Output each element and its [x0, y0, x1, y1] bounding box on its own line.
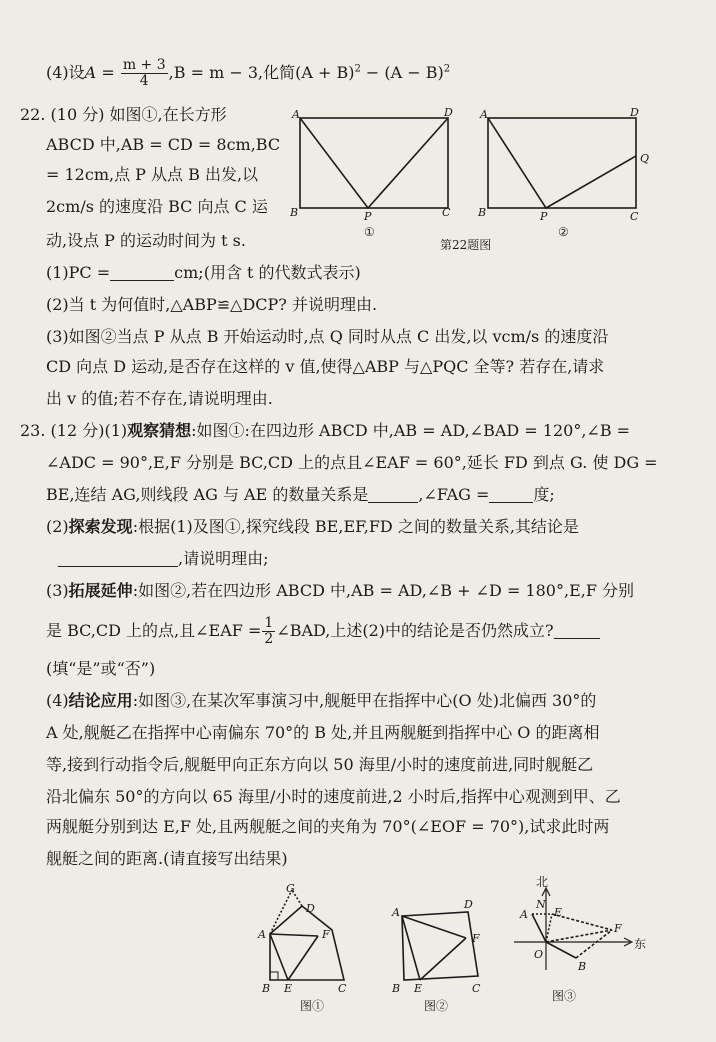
q23-line10: A 处,舰艇乙在指挥中心南偏东 70°的 B 处,并且两舰艇到指挥中心 O 的距离相: [46, 723, 600, 742]
label-p: P: [540, 210, 548, 223]
q21-part4: (4)设A = $\frac{m + 3}{4}$ ,B = m − 3,化简$(A + B)^2 - (A - B)^2$: [46, 57, 451, 89]
q23-line9: (4)结论应用:如图③,在某次军事演习中,舰艇甲在指挥中心(O 处)北偏西 30°的: [46, 691, 597, 710]
q22-part3-line3: 出 v 的值;若不存在,请说明理由.: [46, 389, 273, 408]
q22-line2: ABCD 中,AB = CD = 8cm,BC: [46, 135, 281, 154]
label-b: B: [578, 960, 587, 973]
figure-caption: 图③: [552, 989, 577, 1003]
label-d: D: [306, 902, 315, 915]
figure-number: ①: [364, 225, 375, 239]
q22-line1: 22. (10 分) 如图①,在长方形: [20, 105, 227, 124]
label-o: O: [534, 948, 544, 961]
quadrilateral-abcd: [402, 912, 478, 980]
label-a: A: [480, 108, 488, 121]
q22-part3-line1: (3)如图②当点 P 从点 B 开始运动时,点 Q 同时从点 C 出发,以 vcm/s 的速度沿: [46, 327, 609, 346]
q23-line1: 23. (12 分)(1)观察猜想:如图①:在四边形 ABCD 中,AB = AD,∠BAD = 120°,∠B =: [20, 421, 631, 440]
answer-blank[interactable]: [489, 486, 533, 503]
fraction: $\frac{m + 3}{4}$: [122, 57, 166, 89]
label-g: G: [286, 882, 295, 895]
label-north: 北: [536, 875, 549, 889]
segment-ae: [402, 916, 420, 980]
label-p: P: [364, 210, 372, 223]
q22-part1: (1)PC = cm;(用含 t 的代数式表示): [46, 263, 361, 282]
q23-line13: 两舰艇分别到达 E,F 处,且两舰艇之间的夹角为 70°(∠EOF = 70°),试求此时两: [46, 817, 610, 836]
label-f: F: [322, 928, 330, 941]
figure-23-1: [252, 880, 362, 1020]
right-angle-mark: [270, 972, 278, 980]
segment-oa: [532, 914, 546, 942]
q23-line2: ∠ADC = 90°,E,F 分别是 BC,CD 上的点且∠EAF = 60°,延长 FD 到点 G. 使 DG =: [46, 453, 658, 472]
label-d: D: [444, 106, 453, 119]
segment-ae: [270, 934, 288, 980]
label-e: E: [284, 982, 293, 995]
quadrilateral-abcd: [270, 906, 344, 980]
label-b: B: [290, 206, 299, 219]
label-e: E: [414, 982, 423, 995]
q22-part2: (2)当 t 为何值时,△ABP≌△DCP? 并说明理由.: [46, 295, 378, 314]
segment-ef: [420, 938, 466, 980]
answer-blank[interactable]: [368, 486, 418, 503]
figure-caption: 图②: [424, 999, 449, 1013]
fraction-half: $\frac{1}{2}$: [264, 615, 274, 647]
q23-line14: 舰艇之间的距离.(请直接写出结果): [46, 849, 288, 868]
answer-blank[interactable]: [110, 264, 174, 281]
segment-oe: [546, 914, 552, 942]
rectangle-abcd: [300, 118, 448, 208]
segment-of: [546, 930, 612, 942]
q23-line3: BE,连结 AG,则线段 AG 与 AE 的数量关系是 ,∠FAG = 度;: [46, 485, 555, 504]
q22-part3-line2: CD 向点 D 运动,是否存在这样的 v 值,使得△ABP 与△PQC 全等? 若存在,请求: [46, 357, 605, 376]
q23-line12: 沿北偏东 50°的方向以 65 海里/小时的速度前进,2 小时后,指挥中心观测到甲、乙: [46, 787, 621, 806]
label-e: E: [554, 906, 563, 919]
label-f: F: [614, 922, 622, 935]
segment-bf: [576, 930, 612, 958]
answer-blank[interactable]: [58, 550, 178, 567]
label-c: C: [472, 982, 481, 995]
q23-line5: ,请说明理由;: [58, 548, 268, 570]
label-n: N: [536, 898, 546, 911]
label-c: C: [630, 210, 639, 223]
rectangle-abcd: [488, 118, 636, 208]
label-d: D: [464, 898, 473, 911]
label-f: F: [472, 932, 480, 945]
segment-ag: [270, 890, 292, 934]
label-a: A: [520, 908, 528, 921]
segment-ef: [288, 936, 318, 980]
label-a: A: [258, 928, 266, 941]
figure-23-2: [384, 880, 494, 1020]
figure-23-3: [506, 870, 656, 1020]
q22-figure-caption: 第22题图: [440, 238, 492, 252]
label-c: C: [442, 206, 451, 219]
label-a: A: [392, 906, 400, 919]
figure-caption: 图①: [300, 999, 325, 1013]
figure-22-1: [286, 104, 466, 244]
q23-line8: (填“是”或“否”): [46, 659, 156, 678]
segment-af: [270, 934, 318, 936]
figure-number: ②: [558, 225, 569, 239]
q22-line5: 动,设点 P 的运动时间为 t s.: [46, 231, 246, 250]
label-b: B: [478, 206, 487, 219]
q22-line3: = 12cm,点 P 从点 B 出发,以: [46, 165, 259, 184]
q23-line11: 等,接到行动指令后,舰艇甲向正东方向以 50 海里/小时的速度前进,同时舰艇乙: [46, 755, 594, 774]
q22-line4: 2cm/s 的速度沿 BC 向点 C 运: [46, 197, 268, 216]
label-q: Q: [640, 152, 650, 165]
segments-ap-dp: [300, 118, 448, 208]
label-b: B: [392, 982, 401, 995]
figure-22-2: [474, 104, 664, 244]
label-b: B: [262, 982, 271, 995]
segment-ob: [546, 942, 576, 958]
q23-line4: (2)探索发现:根据(1)及图①,探究线段 BE,EF,FD 之间的数量关系,其结论是: [46, 517, 579, 536]
label-east: 东: [634, 937, 647, 951]
label-a: A: [292, 108, 300, 121]
answer-blank[interactable]: [554, 622, 600, 639]
q23-line7: 是 BC,CD 上的点,且∠EAF = $\frac{1}{2}$ ∠BAD,上述(2)中的结论是否仍然成立?: [46, 616, 600, 647]
segments-ap-pq: [488, 118, 636, 208]
label-d: D: [630, 106, 639, 119]
q23-line6: (3)拓展延伸:如图②,若在四边形 ABCD 中,AB = AD,∠B + ∠D = 180°,E,F 分别: [46, 581, 635, 600]
segment-af: [402, 916, 466, 938]
label-c: C: [338, 982, 347, 995]
